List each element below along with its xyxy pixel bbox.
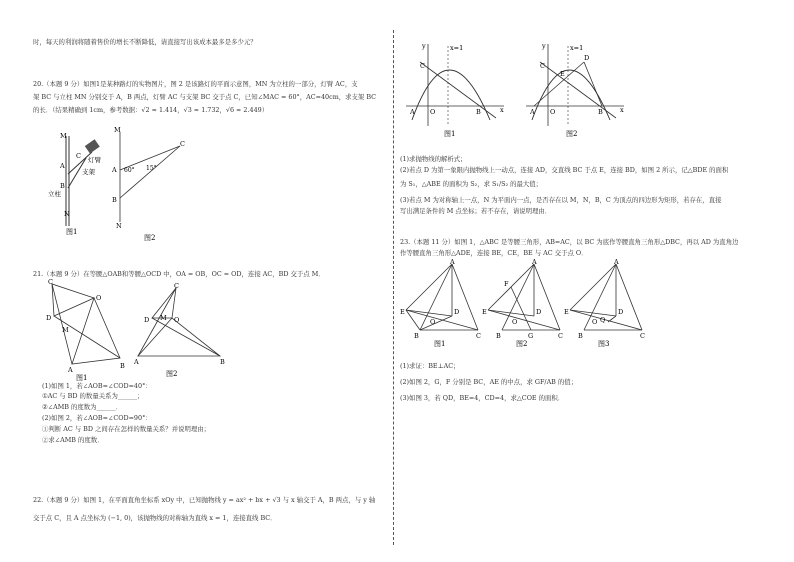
q22-f2-x: x bbox=[620, 106, 624, 114]
q23-f2-F: F bbox=[504, 280, 509, 288]
q20-f1-B: B bbox=[60, 182, 65, 190]
q22-p2: (2)若点 D 为第一象限内抛物线上一动点，连接 AD，交直线 BC 于点 E，连接 BD，如图 2 所示，记△BDE 的面积 bbox=[400, 166, 729, 174]
q23-f1-B: B bbox=[414, 332, 419, 340]
q21-f2-D: D bbox=[144, 316, 150, 324]
q23-line2: 作等腰直角三角形△ADE，连接 BE，CE，BE 与 AC 交于点 O． bbox=[400, 249, 588, 257]
q22-f2-B: B bbox=[598, 108, 603, 116]
q22-f2-x1: x=1 bbox=[570, 44, 584, 52]
q23-f3-A: A bbox=[614, 258, 619, 266]
q23-f2-E: E bbox=[482, 308, 487, 316]
q20-f1-A: A bbox=[60, 162, 65, 170]
q23-f2-A: A bbox=[532, 258, 537, 266]
q22-f1-C: C bbox=[420, 62, 425, 70]
q20-f1-C: C bbox=[76, 152, 81, 160]
q20-f1-M: M bbox=[60, 132, 67, 140]
q20-line1: 20.（本题 9 分）如图1是某种路灯的实物图片，图 2 是该路灯的平面示意图，MN 为立柱的一部分，灯臂 AC，支 bbox=[33, 80, 358, 88]
q23-f3-C: C bbox=[640, 332, 645, 340]
q21-f1-A: A bbox=[68, 366, 73, 374]
q22-line1: 22.（本题 9 分）如图 1，在平面直角坐标系 xOy 中，已知抛物线 y = ax² + bx + √3 与 x 轴交于 A，B 两点，与 y 轴 bbox=[33, 496, 376, 504]
q21-p4: (2)如图 2，若∠AOB=∠COD=90°： bbox=[42, 414, 152, 422]
q21-p2: ①AC 与 BD 的数量关系为______； bbox=[42, 392, 144, 400]
q23-f1-A: A bbox=[450, 258, 455, 266]
q21-f1-B: B bbox=[120, 362, 125, 370]
q23-p3: (3)如图 3，若 QD，BE=4，CD=4，求△COE 的面积． bbox=[400, 394, 565, 402]
q21-f2-B: B bbox=[220, 358, 225, 366]
q22-f2-O: O bbox=[550, 108, 556, 116]
q22-p3: 为 S₁，△ABE 的面积为 S₂，求 S₁/S₂ 的最大值； bbox=[400, 180, 543, 188]
q22-line2: 交于点 C，且 A 点坐标为 (−1, 0)，该抛物线的对称轴为直线 x = 1，连接直线 BC． bbox=[33, 514, 277, 522]
q21-f1-M: M bbox=[62, 326, 69, 334]
q22-f1-O: O bbox=[430, 108, 436, 116]
q21-f1-C: C bbox=[48, 278, 53, 286]
q21-f2-M: M bbox=[160, 314, 167, 322]
left-top-line: 时，每天的利润将随着售价的增长不断降低，请直接写出该成本最多是多少元？ bbox=[33, 38, 257, 46]
q23-line1: 23.（本题 11 分）如图 1，△ABC 是等腰三角形，AB=AC，以 BC 为底作等腰直角三角形△DBC，再以 AD 为直角边 bbox=[400, 238, 739, 246]
q21-figure-1 bbox=[42, 278, 132, 382]
q20-line2: 架 BC 与立柱 MN 分别交于 A，B 两点，灯臂 AC 与支架 BC 交于点 C，已知∠MAC = 60°，AC=40cm，求支架 BC bbox=[33, 93, 377, 101]
q23-f2-C: C bbox=[558, 332, 563, 340]
q23-f1-caption: 图1 bbox=[434, 340, 446, 348]
q20-line3: 的长．（结果精确到 1cm，参考数据：√2 ≈ 1.414，√3 ≈ 1.732，√6 ≈ 2.449） bbox=[33, 106, 269, 114]
q23-f2-B: B bbox=[496, 332, 501, 340]
q23-f3-O: O bbox=[592, 318, 598, 326]
q23-f3-B: B bbox=[578, 332, 583, 340]
q23-f2-caption: 图2 bbox=[516, 340, 528, 348]
q20-f2-N: N bbox=[116, 222, 122, 230]
q23-f2-G: G bbox=[528, 332, 534, 340]
q22-f1-x: x bbox=[500, 106, 504, 114]
q21-f2-C: C bbox=[174, 282, 179, 290]
q23-f1-E: E bbox=[400, 308, 405, 316]
column-divider bbox=[393, 30, 394, 545]
q21-f2-A: A bbox=[134, 358, 139, 366]
q23-f1-D: D bbox=[454, 308, 460, 316]
q23-figure-2 bbox=[482, 258, 564, 348]
q20-f1-N: N bbox=[64, 210, 70, 218]
q22-f1-B: B bbox=[476, 108, 481, 116]
q22-figure-1 bbox=[402, 40, 512, 140]
q20-f1-caption: 图1 bbox=[66, 228, 78, 236]
q22-p4: (3)若点 M 为对称轴上一点，N 为平面内一点，是否存在以 M，N，B，C 为顶点的四边形为矩形，若存在，直接 bbox=[400, 196, 722, 204]
q21-f1-O: O bbox=[96, 294, 102, 302]
q23-f2-O: O bbox=[512, 318, 518, 326]
q22-f1-x1: x=1 bbox=[450, 44, 464, 52]
q23-f1-O: O bbox=[430, 318, 436, 326]
q20-f2-angle60: 60° bbox=[124, 167, 135, 174]
q22-f1-y: y bbox=[422, 42, 426, 50]
q20-f2-A: A bbox=[112, 166, 117, 174]
q23-p1: (1)求证：BE⊥AC； bbox=[400, 362, 460, 370]
q21-line1: 21.（本题 9 分）在等腰△OAB和等腰△OCD 中，OA = OB，OC = OD，连接 AC，BD 交于点 M． bbox=[33, 270, 325, 278]
q21-p3: ②∠AMB 的度数为______． bbox=[42, 403, 123, 411]
q22-f2-D: D bbox=[584, 54, 590, 62]
q20-f1-bracket: 支架 bbox=[82, 168, 95, 176]
q23-f3-D: D bbox=[618, 308, 624, 316]
q22-f2-caption: 图2 bbox=[566, 130, 578, 138]
q20-f2-angle15: 15° bbox=[146, 165, 157, 172]
q20-f2-M: M bbox=[114, 126, 121, 134]
q22-f2-y: y bbox=[542, 42, 546, 50]
q20-f1-lamp-arm: 灯臂 bbox=[88, 156, 101, 164]
q21-f2-caption: 图2 bbox=[166, 370, 178, 378]
q22-f2-E: E bbox=[560, 70, 565, 78]
q20-figure-2 bbox=[110, 124, 200, 244]
q23-f3-E: E bbox=[564, 308, 569, 316]
q22-figure-2 bbox=[522, 40, 632, 140]
q21-figure-2 bbox=[130, 280, 230, 378]
q21-f1-caption: 图1 bbox=[76, 374, 88, 382]
q20-f1-pole: 立柱 bbox=[48, 190, 61, 198]
q20-f2-C: C bbox=[180, 140, 185, 148]
q23-f3-caption: 图3 bbox=[598, 340, 610, 348]
q23-figure-3 bbox=[564, 258, 646, 348]
q21-p6: ②求∠AMB 的度数． bbox=[42, 436, 104, 444]
q23-figure-1 bbox=[400, 258, 482, 348]
q22-f2-C: C bbox=[540, 62, 545, 70]
q22-f2-A: A bbox=[530, 108, 535, 116]
q23-f2-D: D bbox=[536, 308, 542, 316]
q23-p2: (2)如图 2，G，F 分别是 BC，AE 的中点，求 GF/AB 的值； bbox=[400, 378, 578, 386]
q21-f1-D: D bbox=[46, 314, 52, 322]
q20-f2-B: B bbox=[112, 196, 117, 204]
q21-p1: (1)如图 1，若∠AOB=∠COD=40°： bbox=[42, 382, 152, 390]
q22-f1-A: A bbox=[410, 108, 415, 116]
q21-f2-O: O bbox=[174, 316, 180, 324]
q22-f1-caption: 图1 bbox=[444, 130, 456, 138]
q20-f2-caption: 图2 bbox=[144, 234, 156, 242]
q21-p5: ①判断 AC 与 BD 之间存在怎样的数量关系？并说明理由； bbox=[42, 425, 211, 433]
q23-f3-Q: Q bbox=[600, 316, 606, 324]
q23-f1-C: C bbox=[476, 332, 481, 340]
q22-p5: 写出满足条件的 M 点坐标；若不存在，请说明理由． bbox=[400, 207, 552, 215]
q22-p1: (1)求抛物线的解析式； bbox=[400, 155, 467, 163]
